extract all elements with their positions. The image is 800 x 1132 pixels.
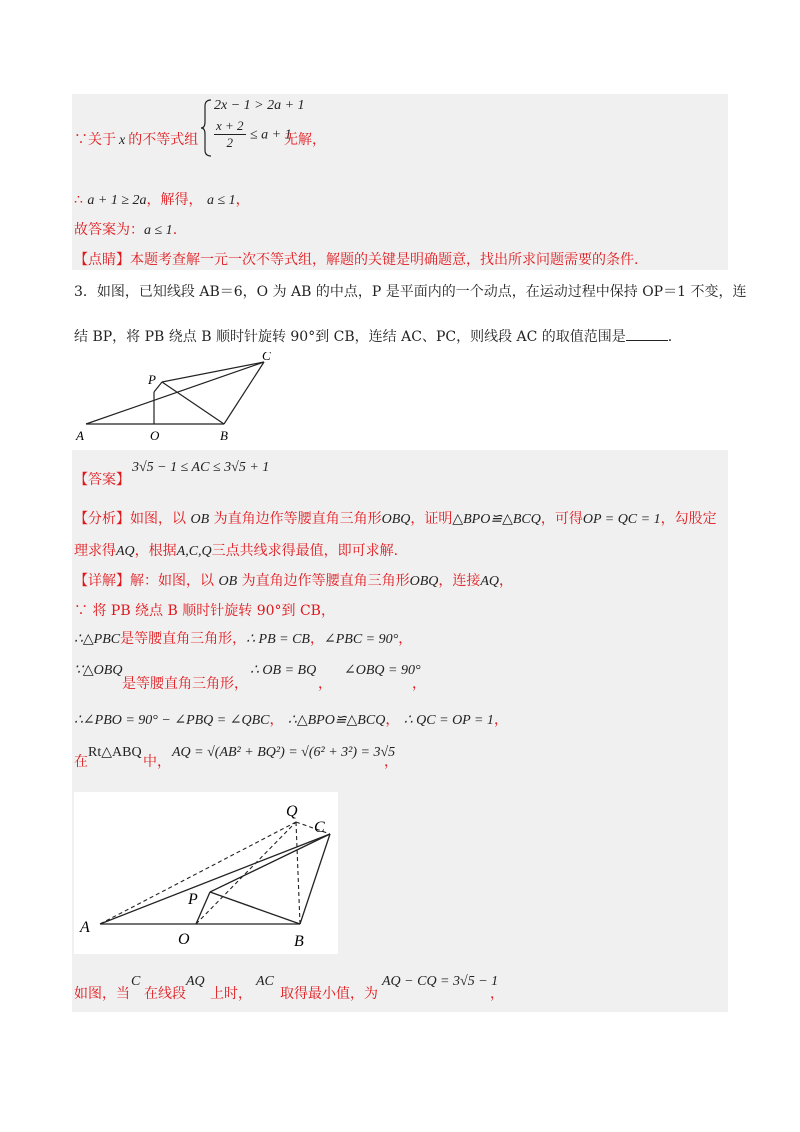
detail-line-1: 【详解】解：如图，以 OB 为直角边作等腰直角三角形OBQ，连接AQ， xyxy=(74,573,514,589)
detail-line-7-aq: AQ xyxy=(186,974,205,989)
fig1-label-B: B xyxy=(220,428,228,443)
fig2-label-Q: Q xyxy=(286,803,298,820)
fig2-label-C: C xyxy=(314,819,325,836)
left-brace-icon xyxy=(200,98,214,158)
detail-line-7-c: C xyxy=(131,974,141,989)
detail-line-6e: ， xyxy=(384,754,398,770)
answer-line-top: 故答案为：a ≤ 1. xyxy=(74,222,178,238)
detail-line-7-ac: AC xyxy=(256,974,274,989)
inequality-two: $\frac{x + 2}{2}$ ≤ a + 1 xyxy=(216,118,292,150)
comment-line: 【点睛】本题考查解一元一次不等式组，解题的关键是明确题意，找出所求问题需要的条件. xyxy=(74,252,639,268)
therefore-line: ∴ a + 1 ≥ 2a，解得， a ≤ 1， xyxy=(74,192,250,208)
detail-line-4f: ， xyxy=(412,676,426,692)
detail-line-6b: Rt△ABQ xyxy=(88,745,142,760)
detail-line-4: ∵△OBQ xyxy=(74,663,123,678)
detail-line-7e: 取得最小值，为 xyxy=(280,986,378,1002)
detail-line-4d: ， xyxy=(318,676,332,692)
inequality-one: 2x − 1 > 2a + 1 xyxy=(214,98,305,113)
detail-line-7d: 上时， xyxy=(210,986,252,1002)
detail-line-7g: ， xyxy=(490,986,504,1002)
detail-line-3: ∴△PBC是等腰直角三角形，∴ PB = CB，∠PBC = 90°， xyxy=(74,631,413,647)
detail-line-4c: ∴ OB = BQ xyxy=(250,663,317,678)
detail-line-2: ∵ 将 PB 绕点 B 顺时针旋转 90°到 CB， xyxy=(74,603,335,619)
detail-line-6: 在 xyxy=(74,754,88,770)
fig1-label-A: A xyxy=(76,428,84,443)
figure-2 xyxy=(74,792,338,954)
fig1-label-P: P xyxy=(148,372,156,387)
question-3-line-2: 结 BP，将 PB 绕点 B 顺时针旋转 90°到 CB，连结 AC、PC，则线段 AC 的取值范围是 . xyxy=(74,326,672,347)
fig2-label-B: B xyxy=(294,933,304,950)
detail-line-7b: 在线段 xyxy=(144,986,186,1002)
analysis-line-1: 【分析】如图，以 OB 为直角边作等腰直角三角形OBQ，证明△BPO≌△BCQ，可得OP = QC = 1，勾股定 xyxy=(74,511,717,527)
fig1-label-C: C xyxy=(262,352,271,363)
inequality-system-line: ∵关于 x 的不等式组 xyxy=(74,132,199,148)
fig2-label-P: P xyxy=(188,891,198,908)
question-3-line-1: 3．如图，已知线段 AB＝6，O 为 AB 的中点，P 是平面内的一个动点，在运动过程中保持 OP＝1 不变，连 xyxy=(74,284,747,300)
fig2-label-A: A xyxy=(80,919,90,936)
detail-line-6d: AQ = √(AB² + BQ²) = √(6² + 3²) = 3√5 xyxy=(172,745,396,760)
answer-value: 3√5 − 1 ≤ AC ≤ 3√5 + 1 xyxy=(132,460,270,475)
fig1-label-O: O xyxy=(150,428,160,443)
detail-line-4e: ∠OBQ = 90° xyxy=(344,663,421,678)
fig2-label-O: O xyxy=(178,931,190,948)
detail-line-7: 如图，当 xyxy=(74,986,130,1002)
answer-blank xyxy=(626,326,668,341)
x-variable: x xyxy=(119,133,126,148)
no-solution-text: 无解， xyxy=(284,132,326,148)
inequality-brace xyxy=(200,98,214,162)
detail-line-6c: 中， xyxy=(143,754,171,770)
detail-line-7f: AQ − CQ = 3√5 − 1 xyxy=(382,974,499,989)
detail-line-5: ∴∠PBO = 90° − ∠PBQ = ∠QBC， ∴△BPO≌△BCQ， ∴ QC = OP = 1， xyxy=(74,712,508,728)
answer-label-line: 【答案】 xyxy=(74,472,130,488)
figure-1 xyxy=(74,352,284,444)
analysis-line-2: 理求得AQ，根据A,C,Q三点共线求得最值，即可求解. xyxy=(74,543,399,559)
detail-line-4b: 是等腰直角三角形， xyxy=(122,676,248,692)
solution-block-top xyxy=(72,94,728,270)
